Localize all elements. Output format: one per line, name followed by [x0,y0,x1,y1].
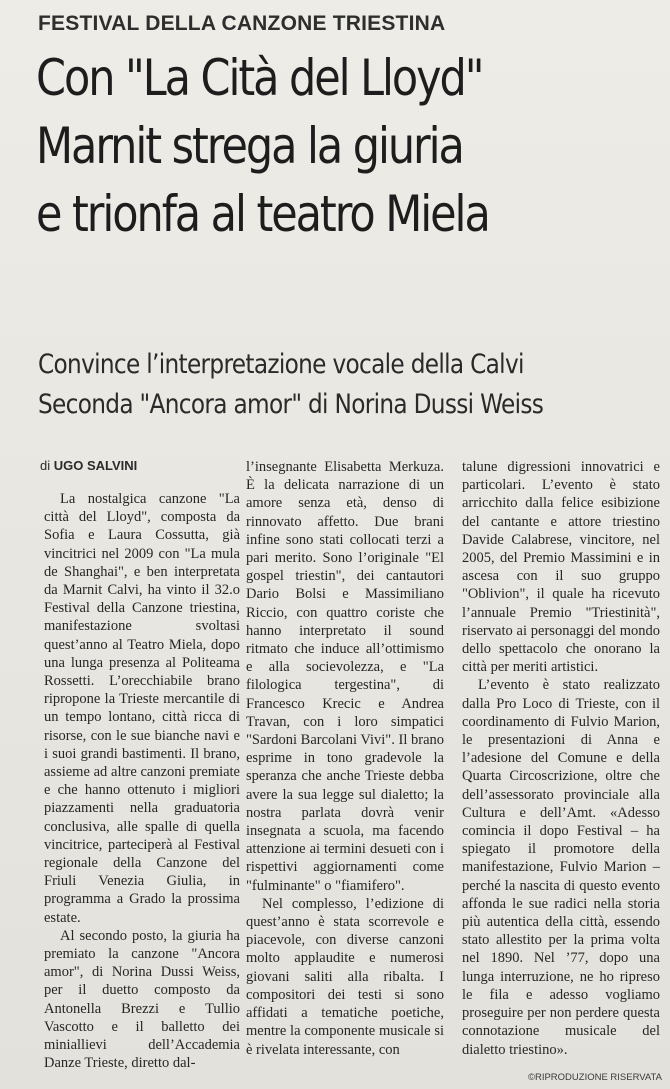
article-column-2 [246,458,444,1059]
section-kicker: FESTIVAL DELLA CANZONE TRIESTINA [38,12,446,35]
article-column-1 [44,490,240,1073]
headline-line-1: Con "La Cità del Lloyd" [36,49,483,107]
article-paragraph: Al secondo posto, la giuria ha premiato la canzone "Ancora amor", di Norina Dussi Weiss, per il duetto composto da Antonella Brezzi e Tullio Vascotto e il balletto dei miniallievi dell’Accademia Danze Trieste, diretto dal- [44,927,240,1072]
subheadline [38,345,543,425]
subheadline-line-2: Seconda "Ancora amor" di Norina Dussi Weiss [38,389,544,420]
subheadline-line-1: Convince l’interpretazione vocale della Calvi [38,349,524,380]
headline-line-3: e trionfa al teatro Miela [36,185,489,243]
article-paragraph: l’insegnante Elisabetta Merkuza. È la delicata narrazione di un amore senza età, denso di rinnovato affetto. Due brani infine sono stati collocati terzi a pari merito. Sono l’originale "El gospel triestin", dei cantautori Dario Bolsi e Massimiliano Riccio, con quattro coriste che hanno interpretato il sound ritmato che induce all’ottimismo e alla socievolezza, e "La filologica tergestina", di Francesco Krecic e Andrea Travan, con i loro simpatici "Sardoni Barcolani Vivi". Il brano esprime in tono gradevole la speranza che anche Trieste debba avere la sua legge sul dialetto; la nostra parlata dovrà venir insegnata a scuola, ma facendo attenzione ai termini desueti con i rispettivi aggiornamenti come "fulminante" o "fiamifero". [246,459,444,894]
copyright-credit: ©RIPRODUZIONE RISERVATA [527,1072,662,1083]
byline-author: UGO SALVINI [53,458,138,473]
byline-prefix: di [40,458,51,473]
byline [40,458,137,473]
article-paragraph: L’evento è stato realizzato dalla Pro Loco di Trieste, con il coordinamento di Fulvio Marion, le presentazioni di Anna e l’adesione del Comune e della Quarta Circoscrizione, oltre che dell’assessorato provinciale alla Cultura e dell’Amt. «Adesso comincia il dopo Festival – ha spiegato il promotore della manifestazione, Fulvio Marion – perché la nascita di questo evento affonda le sue radici nella storia più autentica della città, essendo stato allestito per la prima volta nel 1890. Nel ’77, dopo una lunga interruzione, ne ho ripreso le fila e adesso vogliamo proseguire per non perdere questa connotazione musicale del dialetto triestino». [462,677,660,1058]
article-paragraph: La nostalgica canzone "La città del Lloyd", composta da Sofia e Laura Cossutta, già vincitrici nel 2009 con "La mula de Shanghai", e ben interpretata da Marnit Calvi, ha vinto il 32.o Festival della Canzone triestina, manifestazione svoltasi quest’anno al Teatro Miela, dopo una lunga presenza al Politeama Rossetti. L’orecchiabile brano ripropone la Trieste mercantile di un tempo lontano, città ricca di risorse, con le sue bianche navi e i suoi grandi bastimenti. Il brano, assieme ad altre canzoni premiate e che hanno ottenuto i migliori piazzamenti nella graduatoria conclusiva, alle spalle di quella vincitrice, parteciperà al Festival regionale della Canzone del Friuli Venezia Giulia, in programma a Grado la prossima estate. [44,491,240,926]
headline [36,44,569,248]
headline-line-2: Marnit strega la giuria [36,117,463,175]
article-paragraph: talune digressioni innovatrici e particolari. L’evento è stato arricchito dalla felice esibizione del cantante e attore triestino Davide Calabrese, vincitore, nel 2005, del Premio Massimini e in ascesa con il suo gruppo "Oblivion", il quale ha ricevuto l’annuale Premio "Triestinità", riservato ai personaggi del mondo dello spettacolo che onorano la città per meriti artistici. [462,459,660,676]
article-column-3 [462,458,660,1059]
article-paragraph: Nel complesso, l’edizione di quest’anno è stata scorrevole e piacevole, con diverse canzoni molto applaudite e numerosi giovani saliti alla ribalta. I compositori dei testi si sono affidati a tematiche poetiche, mentre la componente musicale si è rivelata interessante, con [246,895,444,1058]
